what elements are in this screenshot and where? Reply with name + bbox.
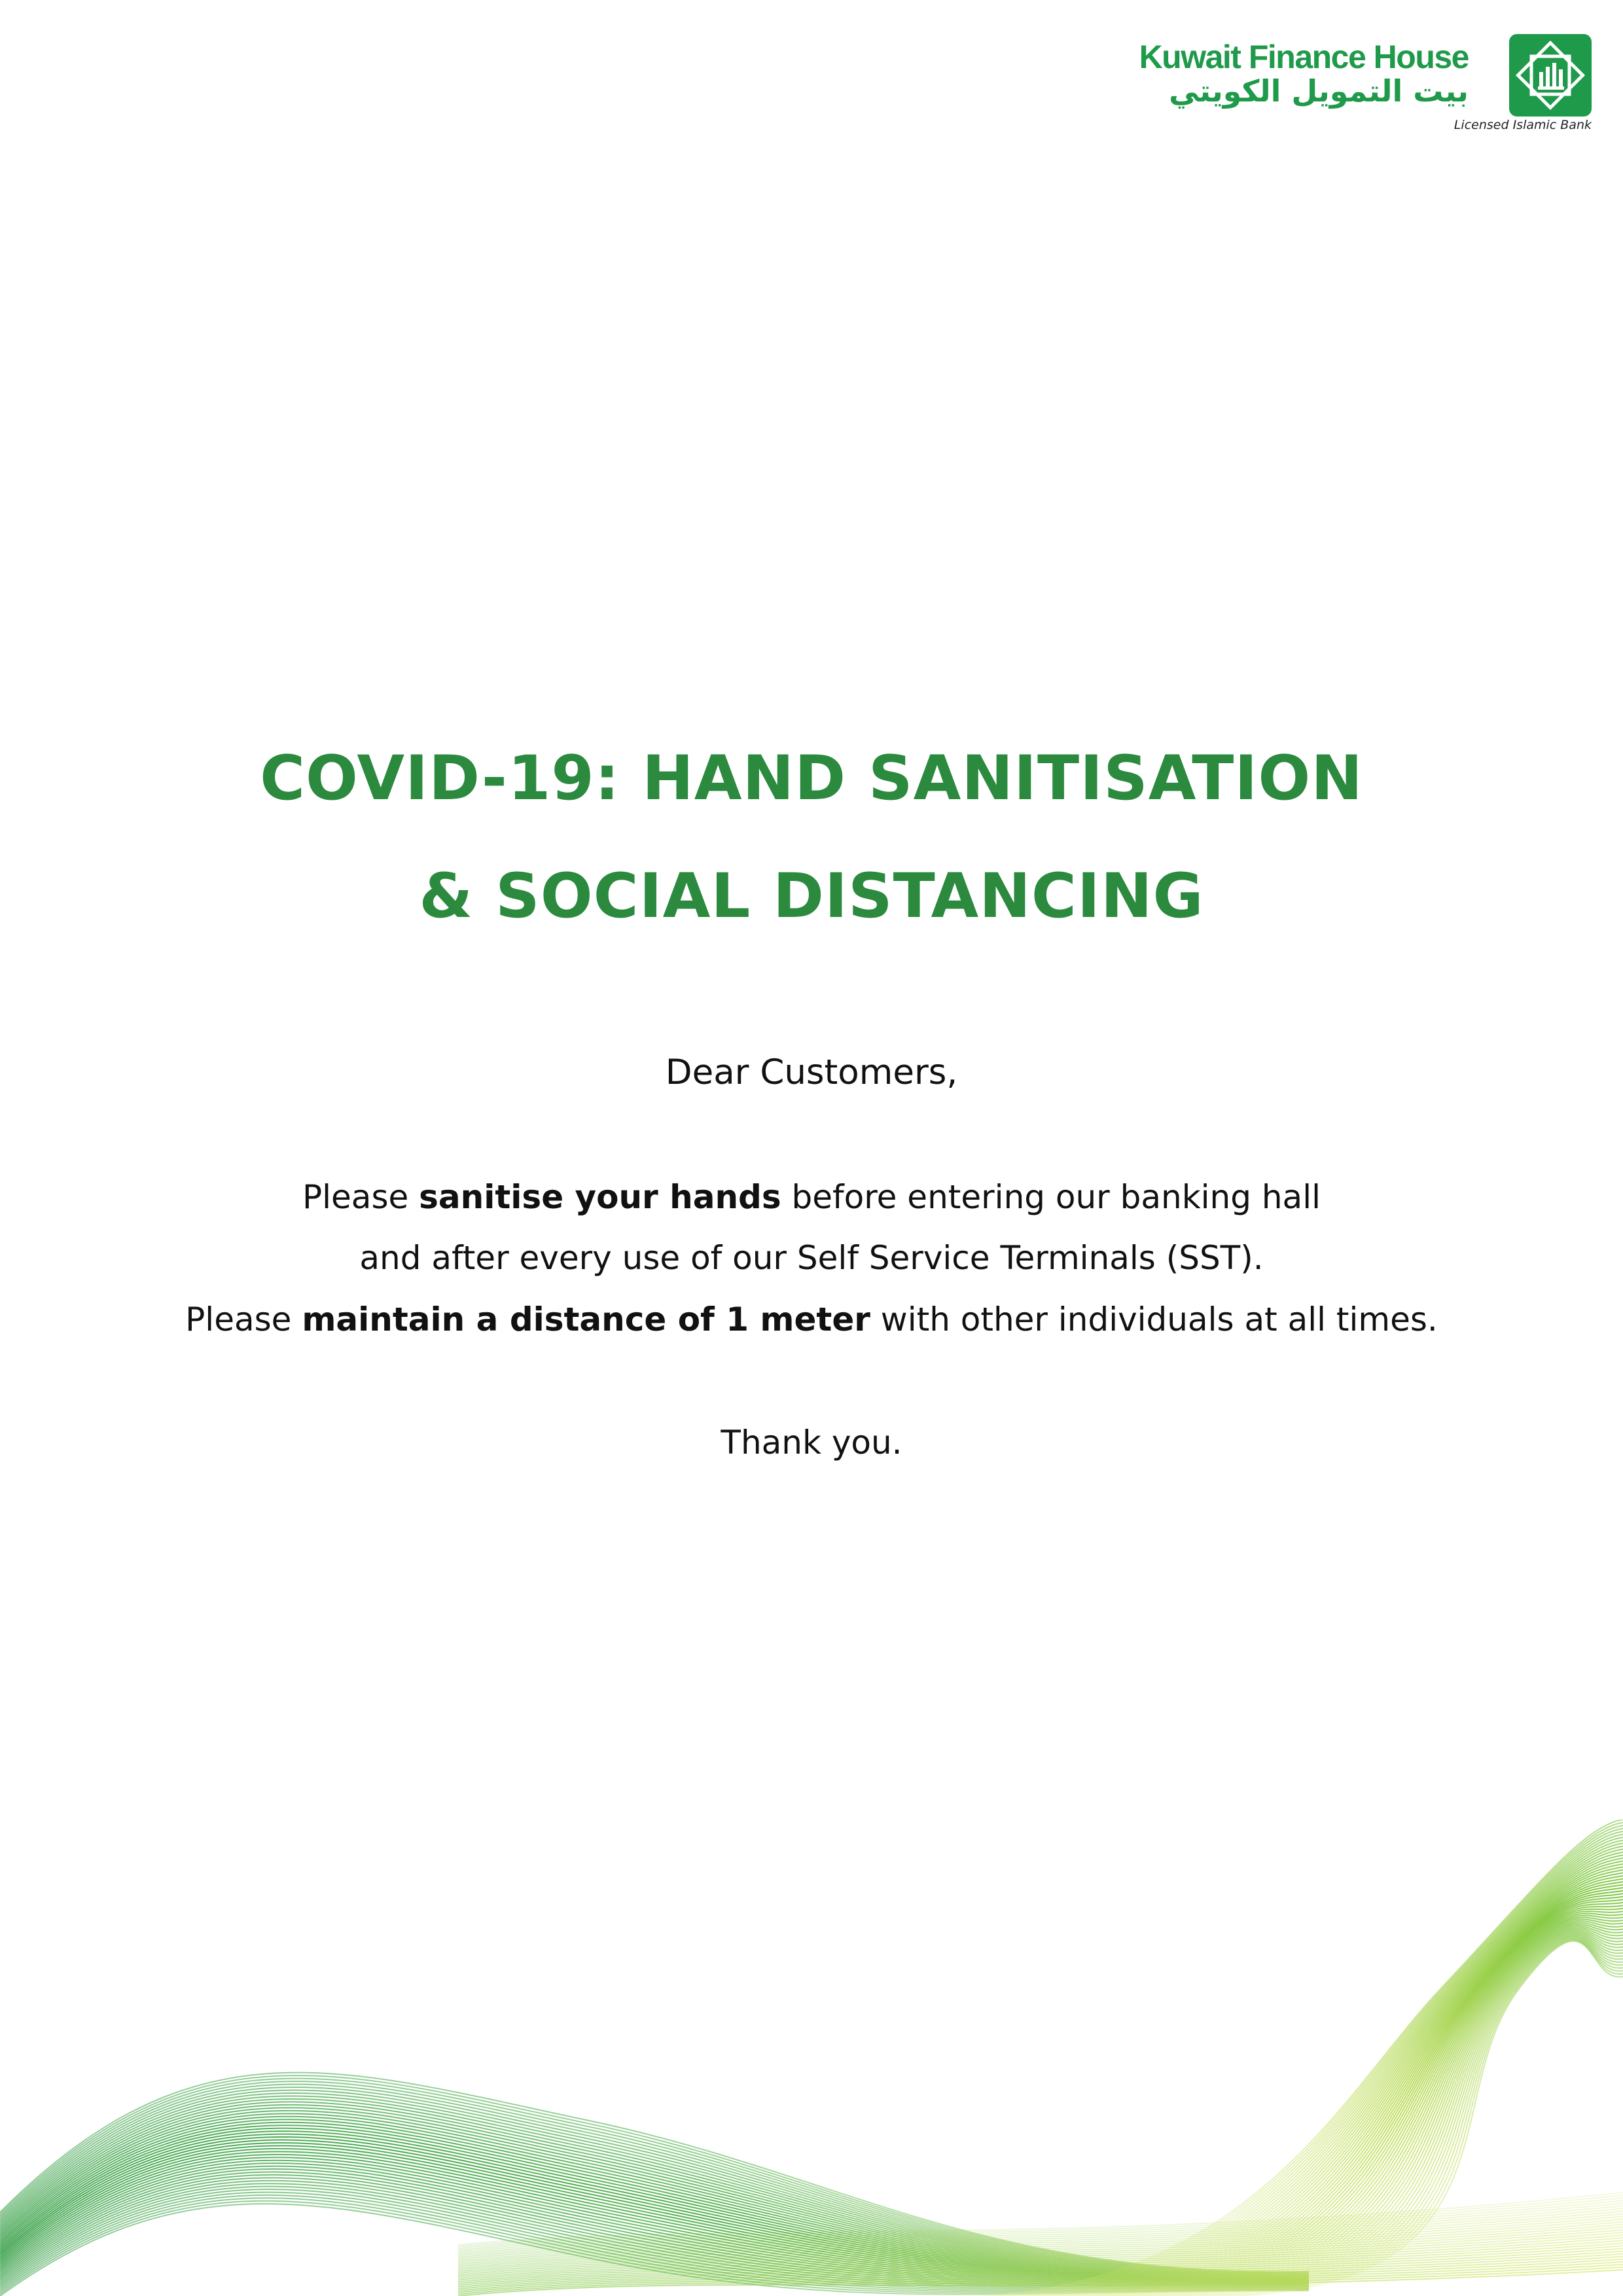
notice-title-line-1: COVID-19: HAND SANITISATION xyxy=(260,743,1363,814)
logo-name-english: Kuwait Finance House xyxy=(1139,39,1469,75)
instruction-line-3 xyxy=(0,1300,1623,1338)
logo-tagline: Licensed Islamic Bank xyxy=(1454,118,1592,132)
decorative-waves xyxy=(0,1820,1623,2296)
instruction-line-1-emphasis: sanitise your hands xyxy=(419,1178,781,1216)
notice-title-line-2: & SOCIAL DISTANCING xyxy=(419,861,1204,932)
wave-line xyxy=(997,1829,1623,2296)
instruction-line-3-suffix: with other individuals at all times. xyxy=(870,1300,1438,1338)
greeting: Dear Customers, xyxy=(665,1052,958,1092)
instruction-line-1-suffix: before entering our banking hall xyxy=(781,1178,1321,1216)
closing-text: Thank you. xyxy=(721,1424,902,1462)
instruction-line-3-prefix: Please xyxy=(185,1300,302,1338)
logo-name-arabic: بيت التمويل الكويتي xyxy=(1169,73,1469,109)
instruction-line-2: and after every use of our Self Service Terminals (SST). xyxy=(359,1239,1264,1277)
instruction-line-1 xyxy=(0,1178,1623,1216)
kfh-emblem-icon xyxy=(1509,34,1592,117)
instruction-line-3-emphasis: maintain a distance of 1 meter xyxy=(302,1300,870,1338)
bank-logo xyxy=(1139,34,1592,139)
instruction-line-1-prefix: Please xyxy=(302,1178,419,1216)
